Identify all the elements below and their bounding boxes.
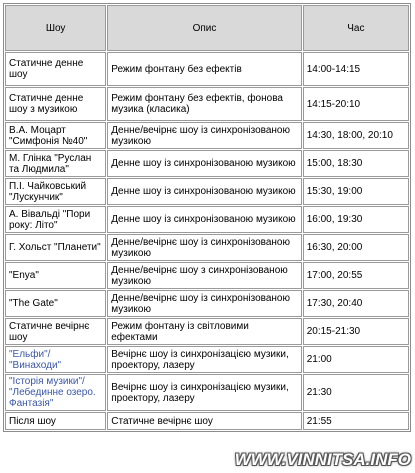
table-row — [5, 262, 409, 289]
time-cell: 15:30, 19:00 — [303, 178, 409, 205]
show-cell: В.А. Моцарт "Симфонія №40" — [5, 122, 106, 149]
watermark: WWW.VINNITSA.INFO — [234, 450, 411, 469]
table-row — [5, 122, 409, 149]
time-cell: 15:00, 18:30 — [303, 150, 409, 177]
time-cell: 21:55 — [303, 412, 409, 430]
time-cell: 21:00 — [303, 346, 409, 373]
table-row — [5, 150, 409, 177]
table-row — [5, 412, 409, 430]
show-cell: "Історія музики"/ "Лебединне озеро. Фантазія" — [5, 374, 106, 411]
table-row — [5, 346, 409, 373]
table-row — [5, 206, 409, 233]
show-cell: Після шоу — [5, 412, 106, 430]
header-show: Шоу — [5, 5, 106, 51]
show-cell: "Ельфи"/ "Винаходи" — [5, 346, 106, 373]
table-row — [5, 87, 409, 121]
table-row — [5, 318, 409, 345]
table-row — [5, 52, 409, 86]
table-row — [5, 374, 409, 411]
time-cell: 17:30, 20:40 — [303, 290, 409, 317]
description-cell: Вечірнє шоу із синхронізацією музики, проектору, лазеру — [107, 374, 301, 411]
header-time: Час — [303, 5, 409, 51]
show-cell: А. Вівальді "Пори року: Літо" — [5, 206, 106, 233]
header-description: Опис — [107, 5, 301, 51]
time-cell: 14:15-20:10 — [303, 87, 409, 121]
description-cell: Вечірнє шоу із синхронізацією музики, проектору, лазеру — [107, 346, 301, 373]
show-cell: "The Gate" — [5, 290, 106, 317]
description-cell: Режим фонтану без ефектів — [107, 52, 301, 86]
description-cell: Денне/вечірнє шоу із синхронізованою музикою — [107, 234, 301, 261]
show-cell: Статичне денне шоу з музикою — [5, 87, 106, 121]
description-cell: Режим фонтану без ефектів, фонова музика (класика) — [107, 87, 301, 121]
show-cell: Статичне вечірнє шоу — [5, 318, 106, 345]
show-cell: М. Глінка "Руслан та Людмила" — [5, 150, 106, 177]
time-cell: 16:00, 19:30 — [303, 206, 409, 233]
time-cell: 17:00, 20:55 — [303, 262, 409, 289]
description-cell: Денне шоу із синхронізованою музикою — [107, 178, 301, 205]
description-cell: Режим фонтану із світловими ефектами — [107, 318, 301, 345]
show-cell: П.І. Чайковський "Лускунчик" — [5, 178, 106, 205]
description-cell: Денне шоу із синхронізованою музикою — [107, 206, 301, 233]
description-cell: Денне/вечірнє шоу з синхронізованою музикою — [107, 262, 301, 289]
time-cell: 16:30, 20:00 — [303, 234, 409, 261]
show-cell: Г. Хольст "Планети" — [5, 234, 106, 261]
table-row — [5, 178, 409, 205]
description-cell: Статичне вечірнє шоу — [107, 412, 301, 430]
description-cell: Денне/вечірнє шоу із синхронізованою музикою — [107, 290, 301, 317]
description-cell: Денне шоу із синхронізованою музикою — [107, 150, 301, 177]
table-row — [5, 234, 409, 261]
table-row — [5, 290, 409, 317]
time-cell: 20:15-21:30 — [303, 318, 409, 345]
time-cell: 14:00-14:15 — [303, 52, 409, 86]
time-cell: 21:30 — [303, 374, 409, 411]
show-cell: Статичне денне шоу — [5, 52, 106, 86]
time-cell: 14:30, 18:00, 20:10 — [303, 122, 409, 149]
description-cell: Денне/вечірнє шоу із синхронізованою музикою — [107, 122, 301, 149]
schedule-table — [3, 3, 411, 432]
show-cell: "Enya" — [5, 262, 106, 289]
header-row — [5, 5, 409, 51]
